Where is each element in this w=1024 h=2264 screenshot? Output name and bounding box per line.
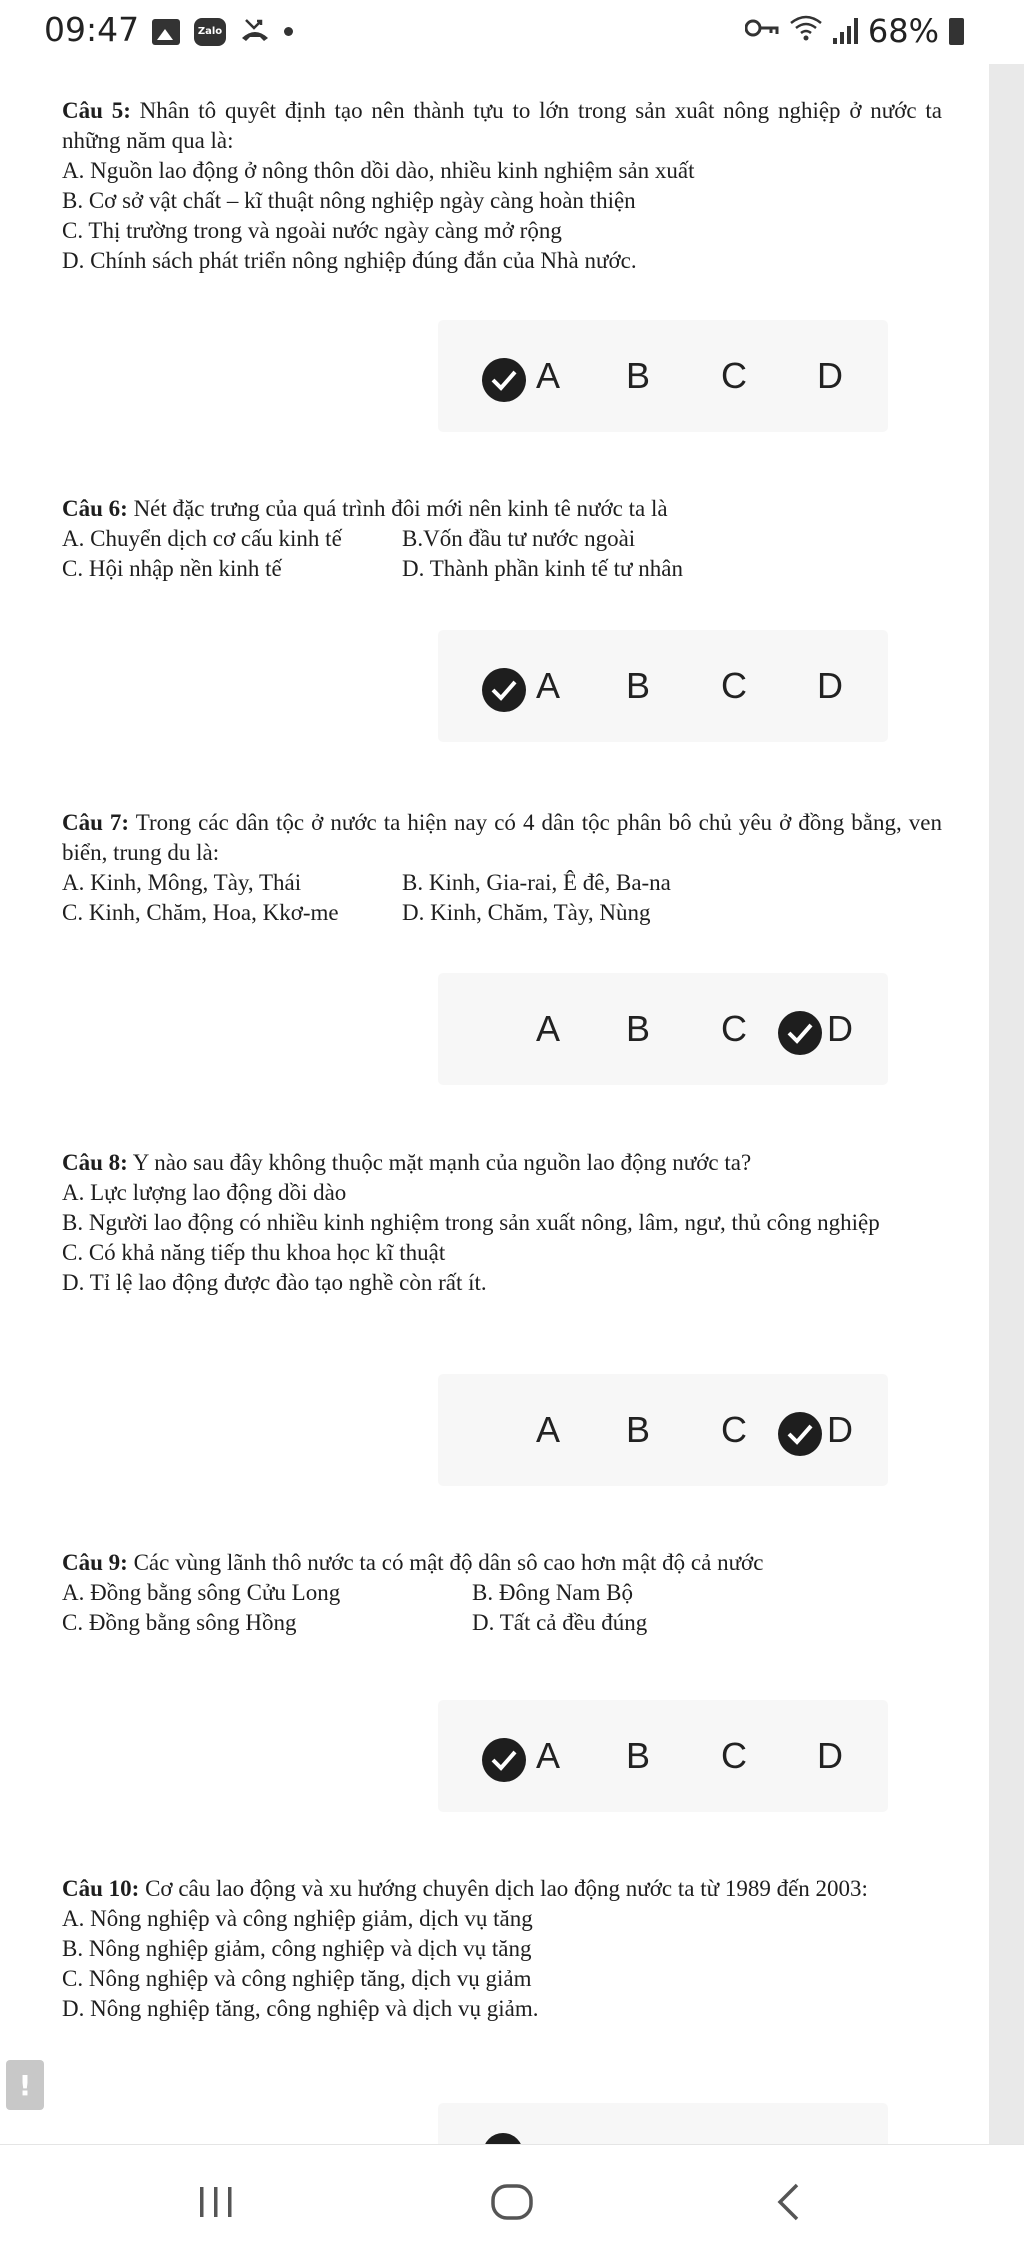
question-label: Câu 8: (62, 1150, 128, 1175)
question-label: Câu 10: (62, 1876, 140, 1901)
question-9 (62, 1548, 942, 1638)
answer-option-c[interactable]: C (721, 1409, 747, 1450)
status-bar (0, 0, 1024, 64)
question-text: Trong các dân tộc ở nước ta hiện nay có 4 dân tộc phân bô chủ yêu ở đồng bằng, ven biển, trung du là: (62, 810, 942, 865)
answer-option-c[interactable]: C (721, 1008, 747, 1049)
answer-option-d[interactable]: D (817, 1735, 843, 1776)
answer-option-c[interactable]: C (721, 1735, 747, 1776)
answer-option-a[interactable]: A (535, 665, 560, 706)
option-text: B. Cơ sở vật chất – kĩ thuật nông nghiệp ngày càng hoàn thiện (62, 188, 636, 213)
answer-option-b[interactable]: B (625, 1008, 650, 1049)
battery-icon (949, 18, 964, 45)
back-button[interactable] (728, 2145, 848, 2264)
answer-option-b[interactable]: B (625, 1409, 650, 1450)
answer-selector-q9 (438, 1700, 888, 1812)
question-text: Cơ câu lao động và xu hướng chuyên dịch lao động nước ta từ 1989 đến 2003: (145, 1876, 868, 1901)
answer-selector-q6 (438, 630, 888, 742)
answer-option-d[interactable]: D (817, 355, 843, 396)
answer-option-d[interactable]: D (827, 1008, 853, 1049)
answer-selector-q7 (438, 973, 888, 1085)
question-10 (62, 1874, 942, 2024)
gallery-icon (152, 19, 180, 45)
option-text: D. Tỉ lệ lao động được đào tạo nghề còn rất ít. (62, 1270, 487, 1295)
recents-button[interactable] (156, 2145, 276, 2264)
question-label: Câu 6: (62, 496, 128, 521)
option-text: C. Đồng bằng sông Hồng (62, 1610, 297, 1635)
option-text: B. Đông Nam Bộ (472, 1580, 633, 1605)
option-text: B. Kinh, Gia-rai, Ê đê, Ba-na (402, 870, 671, 895)
home-icon (490, 2183, 534, 2226)
option-text: C. Nông nghiệp và công nghiệp tăng, dịch vụ giảm (62, 1966, 532, 1991)
option-text: A. Nguồn lao động ở nông thôn dồi dào, nhiều kinh nghiệm sản xuất (62, 158, 695, 183)
option-text: B. Nông nghiệp giảm, công nghiệp và dịch vụ tăng (62, 1936, 532, 1961)
question-label: Câu 7: (62, 810, 130, 835)
answer-option-a[interactable]: A (535, 1409, 560, 1450)
answer-option-b[interactable]: B (625, 355, 650, 396)
option-text: B. Người lao động có nhiều kinh nghiệm trong sản xuất nông, lâm, ngư, thủ công nghiệp (62, 1210, 880, 1235)
question-label: Câu 5: (62, 98, 131, 123)
recents-icon (196, 2185, 236, 2224)
answer-option-b[interactable]: B (625, 1735, 650, 1776)
option-text: D. Nông nghiệp tăng, công nghiệp và dịch vụ giảm. (62, 1996, 539, 2021)
back-icon (775, 2182, 801, 2227)
answer-option-a[interactable]: A (535, 1735, 560, 1776)
dot-icon (284, 27, 293, 36)
option-text: B.Vốn đầu tư nước ngoài (402, 526, 636, 551)
system-icons (745, 12, 964, 50)
question-text: Nhân tô quyêt định tạo nên thành tựu to lớn trong sản xuât nông nghiệp ở nước ta những năm qua là: (62, 98, 943, 153)
answer-selector-q10 (438, 2103, 888, 2145)
answer-option-b[interactable]: B (625, 665, 650, 706)
question-label: Câu 9: (62, 1550, 128, 1575)
report-button[interactable]: ! (6, 2060, 44, 2110)
missed-call-icon (240, 16, 270, 47)
option-text: C. Có khả năng tiếp thu khoa học kĩ thuật (62, 1240, 446, 1265)
signal-icon (833, 18, 858, 44)
answer-option-d[interactable]: D (817, 665, 843, 706)
battery-percent: 68% (867, 12, 939, 50)
question-7 (62, 808, 942, 928)
option-text: A. Nông nghiệp và công nghiệp giảm, dịch vụ tăng (62, 1906, 533, 1931)
option-text: D. Tất cả đều đúng (472, 1610, 648, 1635)
status-time: 09:47 (44, 10, 140, 49)
option-text: A. Chuyển dịch cơ cấu kinh tế (62, 526, 342, 551)
navigation-bar (0, 2144, 1024, 2264)
answer-option-a[interactable]: A (535, 355, 560, 396)
wifi-icon (789, 13, 823, 50)
option-text: A. Đồng bằng sông Cửu Long (62, 1580, 341, 1605)
question-text: Y nào sau đây không thuộc mặt mạnh của nguồn lao động nước ta? (132, 1150, 752, 1175)
scrollbar[interactable] (989, 64, 1024, 2144)
option-text: D. Thành phần kinh tế tư nhân (402, 556, 683, 581)
question-text: Nét đặc trưng của quá trình đôi mới nên kinh tê nước ta là (133, 496, 668, 521)
home-button[interactable] (452, 2145, 572, 2264)
question-6 (62, 494, 942, 584)
answer-selector-q8 (438, 1374, 888, 1486)
answer-option-c[interactable]: C (721, 355, 747, 396)
answer-option-c[interactable]: C (721, 665, 747, 706)
question-5 (62, 96, 942, 276)
option-text: C. Thị trường trong và ngoài nước ngày càng mở rộng (62, 218, 562, 243)
zalo-icon: Zalo (194, 18, 226, 46)
answer-option-d[interactable]: D (827, 1409, 853, 1450)
option-text: D. Kinh, Chăm, Tày, Nùng (402, 900, 651, 925)
option-text: C. Kinh, Chăm, Hoa, Kkơ-me (62, 900, 339, 925)
answer-option-a[interactable]: A (535, 1008, 560, 1049)
option-text: C. Hội nhập nền kinh tế (62, 556, 282, 581)
notification-icons (152, 16, 293, 47)
option-text: A. Kinh, Mông, Tày, Thái (62, 870, 302, 895)
answer-selector-q5 (438, 320, 888, 432)
question-8 (62, 1148, 942, 1298)
option-text: A. Lực lượng lao động dồi dào (62, 1180, 347, 1205)
vpn-key-icon (745, 16, 779, 46)
option-text: D. Chính sách phát triển nông nghiệp đúng đắn của Nhà nước. (62, 248, 637, 273)
question-text: Các vùng lãnh thô nước ta có mật độ dân sô cao hơn mật độ cả nước (133, 1550, 764, 1575)
